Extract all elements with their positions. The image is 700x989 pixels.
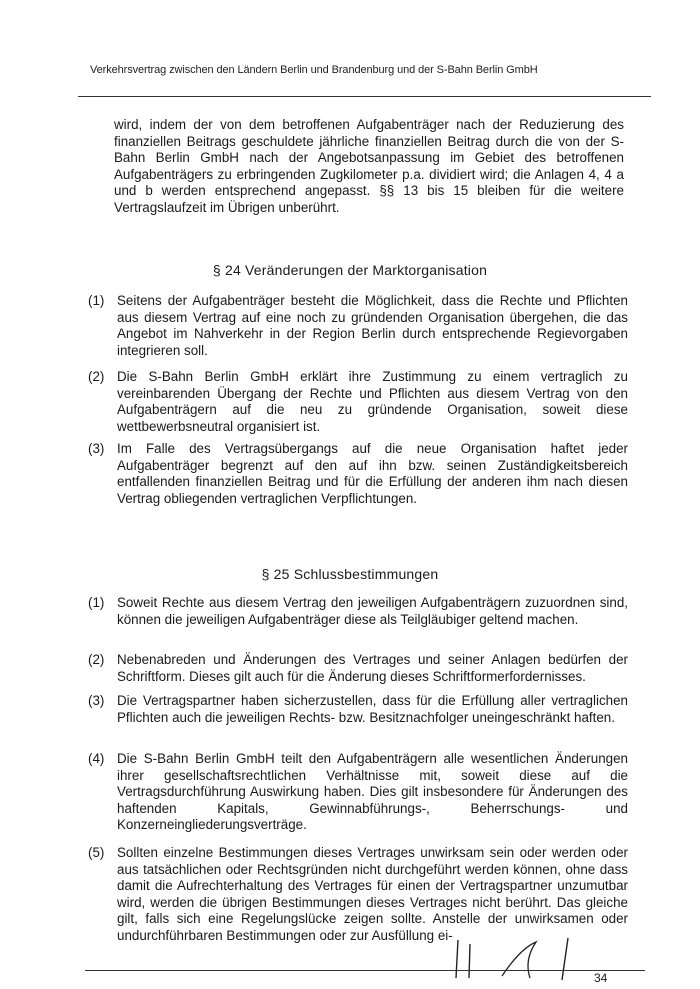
clause-number: (1) — [88, 595, 105, 610]
clause-number: (5) — [88, 845, 105, 860]
section-25-clause-4 — [88, 751, 628, 834]
page-number: 34 — [594, 971, 608, 985]
clause-text: Die S-Bahn Berlin GmbH erklärt ihre Zustimmung zu einem vertraglich zu vereinbarenden Übergang der Rechte und Pflichten aus diesem Vertrag von den Aufgabenträgern auf die neu zu gründende Organisation, soweit diese wettbewerbsneutral organisiert ist. — [117, 369, 628, 434]
clause-text: Sollten einzelne Bestimmungen dieses Vertrages unwirksam sein oder werden oder aus tatsächlichen oder Rechtsgründen nicht durchgeführt werden können, ohne dass damit die Aufrechterhaltung des Vertrages für einen der Vertragspartner unzumutbar wird, werden die übrigen Bestimmungen dieses Vertrages nicht berührt. Das gleiche gilt, falls sich eine Regelungslücke zeigen sollte. Anstelle der unwirksamen oder undurchführbaren Bestimmungen oder zur Ausfüllung ei- — [117, 845, 628, 943]
clause-number: (3) — [88, 693, 105, 708]
section-24-clause-2 — [88, 369, 628, 435]
clause-number: (2) — [88, 369, 105, 384]
clause-number: (3) — [88, 441, 105, 456]
running-header: Verkehrsvertrag zwischen den Ländern Berlin und Brandenburg und der S-Bahn Berlin GmbH — [90, 64, 538, 76]
section-24-title: § 24 Veränderungen der Marktorganisation — [212, 262, 488, 278]
clause-text: Im Falle des Vertragsübergangs auf die neue Organisation haftet jeder Aufgabenträger begrenzt auf den auf ihn bzw. seinen Zuständigkeitsbereich entfallenden finanziellen Beitrag und für die Erfüllung der anderen ihm nach diesen Vertrag obliegenden vertraglichen Verpflichtungen. — [117, 441, 628, 506]
intro-paragraph: wird, indem der von dem betroffenen Aufgabenträger nach der Reduzierung des finanziellen Beitrags geschuldete jährliche finanziellen Beitrag durch die von der S-Bahn Berlin GmbH nach der Angebotsanpassung im Gebiet des betroffenen Aufgabenträgers zu erbringenden Zugkilometer p.a. dividiert wird; die Anlagen 4, 4 a und b werden entsprechend angepasst. §§ 13 bis 15 bleiben für die weitere Vertragslaufzeit im Übrigen unberührt. — [114, 117, 624, 215]
header-divider — [78, 96, 651, 97]
section-24-clause-3 — [88, 441, 628, 507]
clause-text: Soweit Rechte aus diesem Vertrag den jeweiligen Aufgabenträgern zuzuordnen sind, können die jeweiligen Aufgabenträger diese als Teilgläubiger geltend machen. — [117, 595, 628, 627]
clause-text: Seitens der Aufgabenträger besteht die Möglichkeit, dass die Rechte und Pflichten aus diesem Vertrag auf eine noch zu gründenden Organisation übergehen, die das Angebot im Nahverkehr in der Region Berlin durch entsprechende Regievorgaben integrieren soll. — [117, 293, 628, 358]
section-25-clause-3 — [88, 693, 628, 726]
clause-number: (4) — [88, 751, 105, 766]
footer-divider — [85, 970, 645, 971]
section-25-clause-1 — [88, 595, 628, 628]
section-24-clause-1 — [88, 293, 628, 359]
handwritten-initials-signature — [440, 936, 590, 980]
clause-number: (2) — [88, 652, 105, 667]
clause-text: Die Vertragspartner haben sicherzustellen, dass für die Erfüllung aller vertraglichen Pflichten auch die jeweiligen Rechts- bzw. Besitznachfolger uneingeschränkt haften. — [117, 693, 628, 725]
section-25-clause-5 — [88, 845, 628, 945]
clause-text: Nebenabreden und Änderungen des Vertrages und seiner Anlagen bedürfen der Schriftform. Dieses gilt auch für die Änderung dieses Schriftformerfordernisses. — [117, 652, 628, 684]
clause-text: Die S-Bahn Berlin GmbH teilt den Aufgabenträgern alle wesentlichen Änderungen ihrer gesellschaftsrechtlichen Verhältnisse mit, soweit diese auf die Vertragsdurchführung Auswirkung haben. Dies gilt insbesondere für Änderungen des haftenden Kapitals, Gewinnabführungs-, Beherrschungs- und Konzerneingliederungsverträge. — [117, 751, 628, 833]
clause-number: (1) — [88, 293, 105, 308]
section-25-title: § 25 Schlussbestimmungen — [261, 566, 439, 582]
section-25-clause-2 — [88, 652, 628, 685]
